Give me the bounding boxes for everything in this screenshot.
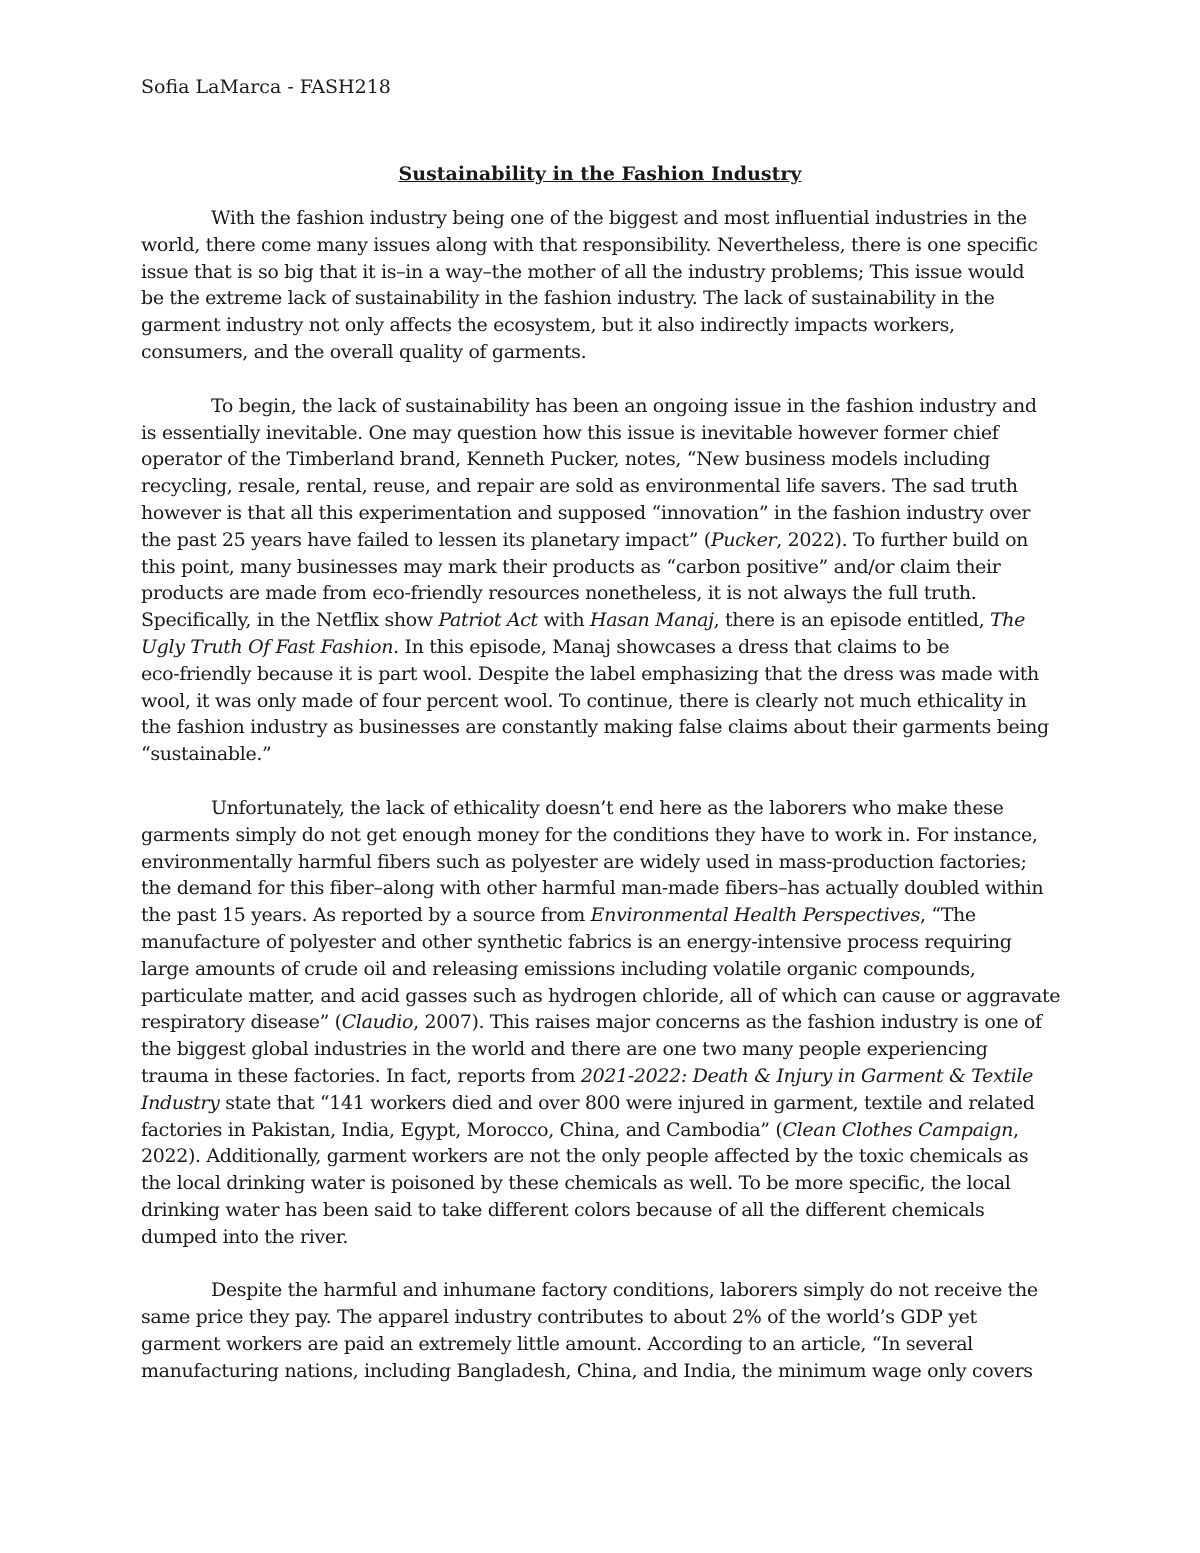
text-run: issue that is so big that it is–in a way–the mother of all the industry problems; This issue would [141, 260, 1025, 283]
text-run: , 2022). To further build on [776, 528, 1029, 551]
text-run: respiratory disease” ( [141, 1011, 342, 1034]
italic-text: Clean Clothes Campaign [782, 1118, 1014, 1141]
text-line [141, 1063, 1071, 1090]
text-run: be the extreme lack of sustainability in the fashion industry. The lack of sustainability in the [141, 287, 995, 310]
text-line [141, 1036, 1071, 1063]
text-run: garment industry not only affects the ecosystem, but it also indirectly impacts workers, [141, 314, 955, 337]
text-run: trauma in these factories. In fact, reports from [141, 1064, 581, 1087]
italic-text: Hasan Manaj [589, 609, 714, 632]
italic-text: Industry [141, 1091, 220, 1114]
text-run: , “The [919, 904, 976, 927]
text-line [141, 1224, 1071, 1251]
text-run: state that “141 workers died and over 800 were injured in garment, textile and related [219, 1091, 1035, 1114]
text-line [141, 339, 1071, 366]
text-line [141, 875, 1071, 902]
paragraph [141, 205, 1071, 366]
text-run: In this episode, Manaj showcases a dress that claims to be [398, 635, 950, 658]
text-line [141, 661, 1071, 688]
text-run: With the fashion industry being one of the biggest and most influential industries in the [211, 207, 1027, 229]
text-run: operator of the Timberland brand, Kenneth Pucker, notes, “New business models including [141, 448, 991, 471]
text-line [141, 849, 1071, 876]
text-line [141, 1009, 1071, 1036]
text-run: dumped into the river. [141, 1225, 349, 1248]
text-line [141, 741, 1071, 768]
text-run: particulate matter, and acid gasses such as hydrogen chloride, all of which can cause or aggravate [141, 984, 1061, 1007]
text-line [141, 1331, 1071, 1358]
text-line [141, 607, 1071, 634]
text-line [141, 902, 1071, 929]
text-run: this point, many businesses may mark their products as “carbon positive” and/or claim their [141, 555, 1001, 578]
text-line [141, 714, 1071, 741]
text-run: products are made from eco-friendly resources nonetheless, it is not always the full truth. [141, 582, 977, 605]
text-line [141, 446, 1071, 473]
text-run: same price they pay. The apparel industry contributes to about 2% of the world’s GDP yet [141, 1306, 977, 1329]
text-line [141, 1358, 1071, 1385]
text-line [141, 554, 1071, 581]
text-run: Unfortunately, the lack of ethicality doesn’t end here as the laborers who make these [211, 796, 1004, 819]
text-line [141, 634, 1071, 661]
text-line [141, 1117, 1071, 1144]
text-run: “sustainable.” [141, 743, 272, 766]
text-line [141, 500, 1071, 527]
text-run: the past 15 years. As reported by a source from [141, 904, 591, 927]
text-line [141, 1090, 1071, 1117]
italic-text: Ugly Truth Of Fast Fashion. [141, 635, 399, 658]
text-line [141, 205, 1071, 232]
text-run: large amounts of crude oil and releasing emissions including volatile organic compounds, [141, 957, 976, 980]
text-run: Specifically, in the Netflix show [141, 609, 439, 632]
text-line [141, 393, 1071, 420]
text-run: , [1013, 1118, 1019, 1141]
paragraph [141, 795, 1071, 1251]
text-run: eco-friendly because it is part wool. Despite the label emphasizing that the dress was made with [141, 662, 1039, 685]
text-line [141, 580, 1071, 607]
text-line [141, 1170, 1071, 1197]
italic-text: Claudio [341, 1011, 414, 1034]
text-run: manufacture of polyester and other synthetic fabrics is an energy-intensive process requiring [141, 930, 1012, 953]
text-run: however is that all this experimentation and supposed “innovation” in the fashion industry over [141, 501, 1031, 524]
text-line [141, 527, 1071, 554]
text-line [141, 420, 1071, 447]
text-run: Despite the harmful and inhumane factory conditions, laborers simply do not receive the [211, 1279, 1038, 1302]
italic-text: Environmental Health Perspectives [590, 904, 920, 927]
text-line [141, 1143, 1071, 1170]
italic-text: 2021-2022: Death & Injury in Garment & Textile [580, 1064, 1033, 1087]
text-run: the local drinking water is poisoned by these chemicals as well. To be more specific, the local [141, 1172, 1011, 1195]
text-line [141, 929, 1071, 956]
text-line [141, 983, 1071, 1010]
author-course-header: Sofia LaMarca - FASH218 [141, 76, 391, 98]
text-run: is essentially inevitable. One may question how this issue is inevitable however former chief [141, 421, 999, 444]
text-run: world, there come many issues along with that responsibility. Nevertheless, there is one specific [141, 233, 1038, 256]
text-run: factories in Pakistan, India, Egypt, Morocco, China, and Cambodia” ( [141, 1118, 783, 1141]
text-run: To begin, the lack of sustainability has been an ongoing issue in the fashion industry and [211, 394, 1037, 417]
text-line [141, 795, 1071, 822]
text-line [141, 232, 1071, 259]
text-run: with [537, 609, 590, 632]
text-run: 2022). Additionally, garment workers are not the only people affected by the toxic chemicals as [141, 1145, 1029, 1168]
text-run: consumers, and the overall quality of garments. [141, 340, 587, 363]
text-run: the demand for this fiber–along with other harmful man-made fibers–has actually doubled within [141, 877, 1044, 900]
text-run: , there is an episode entitled, [713, 609, 990, 632]
essay-title: Sustainability in the Fashion Industry [398, 163, 802, 185]
text-line [141, 312, 1071, 339]
text-run: wool, it was only made of four percent wool. To continue, there is clearly not much ethicality in [141, 689, 1027, 712]
italic-text: Pucker [710, 528, 777, 551]
italic-text: Patriot Act [438, 609, 538, 632]
text-run: drinking water has been said to take different colors because of all the different chemicals [141, 1198, 985, 1221]
text-line [141, 688, 1071, 715]
text-run: garments simply do not get enough money for the conditions they have to work in. For instance, [141, 823, 1038, 846]
text-line [141, 1304, 1071, 1331]
text-line [141, 285, 1071, 312]
text-line [141, 259, 1071, 286]
essay-body [141, 205, 1071, 1412]
italic-text: The [989, 609, 1026, 632]
text-line [141, 956, 1071, 983]
text-run: manufacturing nations, including Bangladesh, China, and India, the minimum wage only covers [141, 1359, 1033, 1382]
paragraph [141, 1277, 1071, 1384]
text-run: recycling, resale, rental, reuse, and repair are sold as environmental life savers. The sad truth [141, 475, 1018, 498]
text-run: the past 25 years have failed to lessen its planetary impact” ( [141, 528, 711, 551]
text-run: garment workers are paid an extremely little amount. According to an article, “In several [141, 1333, 973, 1356]
text-line [141, 473, 1071, 500]
text-line [141, 1277, 1071, 1304]
paragraph [141, 393, 1071, 768]
text-line [141, 1197, 1071, 1224]
text-run: environmentally harmful fibers such as polyester are widely used in mass-production factories; [141, 850, 1027, 873]
text-line [141, 822, 1071, 849]
text-run: , 2007). This raises major concerns as the fashion industry is one of [413, 1011, 1042, 1034]
text-run: the fashion industry as businesses are constantly making false claims about their garments being [141, 716, 1049, 739]
text-run: the biggest global industries in the world and there are one two many people experiencing [141, 1038, 988, 1061]
